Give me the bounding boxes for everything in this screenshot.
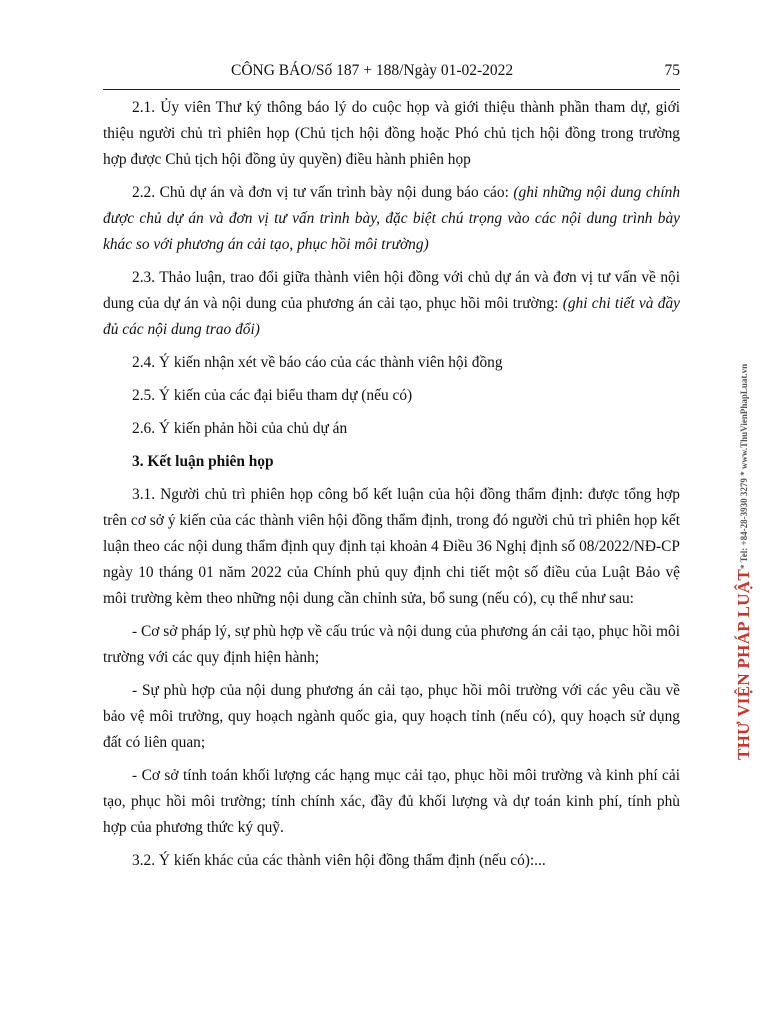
paragraph-2-2 — [103, 180, 680, 258]
paragraph-2-6: 2.6. Ý kiến phản hồi của chủ dự án — [132, 420, 348, 437]
paragraph-2-3-note: (ghi chi tiết và đầy đủ các nội dung trao đổi) — [103, 295, 680, 338]
paragraph-2-5: 2.5. Ý kiến của các đại biểu tham dự (nếu có) — [132, 387, 413, 404]
paragraph-3-2: 3.2. Ý kiến khác của các thành viên hội đồng thẩm định (nếu có):... — [132, 852, 546, 869]
watermark-brand: THƯ VIỆN PHÁP LUẬT — [734, 568, 753, 760]
gazette-title: CÔNG BÁO/Số 187 + 188/Ngày 01-02-2022 — [231, 62, 514, 79]
paragraph-2-1: 2.1. Ủy viên Thư ký thông báo lý do cuộc họp và giới thiệu thành phần tham dự, giới thiệu người chủ trì phiên họp (Chủ tịch hội đồng hoặc Phó chủ tịch hội đồng trong trường hợp được Chủ tịch hội đồng ủy quyền) điều hành phiên họp — [103, 99, 680, 168]
document-body — [103, 95, 680, 881]
paragraph-3-1: 3.1. Người chủ trì phiên họp công bố kết luận của hội đồng thẩm định: được tổng hợp trên cơ sở ý kiến của các thành viên hội đồng thẩm định, trong đó người chủ trì phiên họp kết luận theo các nội dung thẩm định quy định tại khoản 4 Điều 36 Nghị định số 08/2022/NĐ-CP ngày 10 tháng 01 năm 2022 của Chính phủ quy định chi tiết một số điều của Luật Bảo vệ môi trường kèm theo những nội dung cần chỉnh sửa, bổ sung (nếu có), cụ thể như sau: — [103, 486, 680, 607]
bullet-cost-basis: - Cơ sở tính toán khối lượng các hạng mục cải tạo, phục hồi môi trường và kinh phí cải tạo, phục hồi môi trường; tính chính xác, đầy đủ khối lượng và dự toán kinh phí, tính phù hợp của phương thức ký quỹ. — [103, 767, 680, 836]
watermark-contact: * Tel: +84-28-3930 3279 * www.ThuVienPhapLuat.vn — [739, 363, 749, 569]
bullet-conformity: - Sự phù hợp của nội dung phương án cải tạo, phục hồi môi trường với các yêu cầu về bảo vệ môi trường, quy hoạch ngành quốc gia, quy hoạch tỉnh (nếu có), quy hoạch sử dụng đất có liên quan; — [103, 682, 680, 751]
page-header — [103, 62, 680, 86]
bullet-legal-basis: - Cơ sở pháp lý, sự phù hợp về cấu trúc và nội dung của phương án cải tạo, phục hồi môi trường với các quy định hiện hành; — [103, 623, 680, 666]
paragraph-2-3 — [103, 265, 680, 343]
header-rule — [103, 89, 680, 90]
paragraph-2-4: 2.4. Ý kiến nhận xét về báo cáo của các thành viên hội đồng — [132, 354, 503, 371]
page-number: 75 — [664, 62, 680, 79]
paragraph-2-2-note: (ghi những nội dung chính được chủ dự án và đơn vị tư vấn trình bày, đặc biệt chú trọng vào các nội dung trình bày khác so với phương án cải tạo, phục hồi môi trường) — [103, 184, 681, 253]
section-3-heading: 3. Kết luận phiên họp — [132, 453, 274, 470]
paragraph-2-2-lead: 2.2. Chủ dự án và đơn vị tư vấn trình bày nội dung báo cáo: — [132, 184, 514, 201]
paragraph-2-3-lead: 2.3. Thảo luận, trao đổi giữa thành viên hội đồng với chủ dự án và đơn vị tư vấn về nội dung của dự án và nội dung của phương án cải tạo, phục hồi môi trường: — [103, 269, 680, 312]
